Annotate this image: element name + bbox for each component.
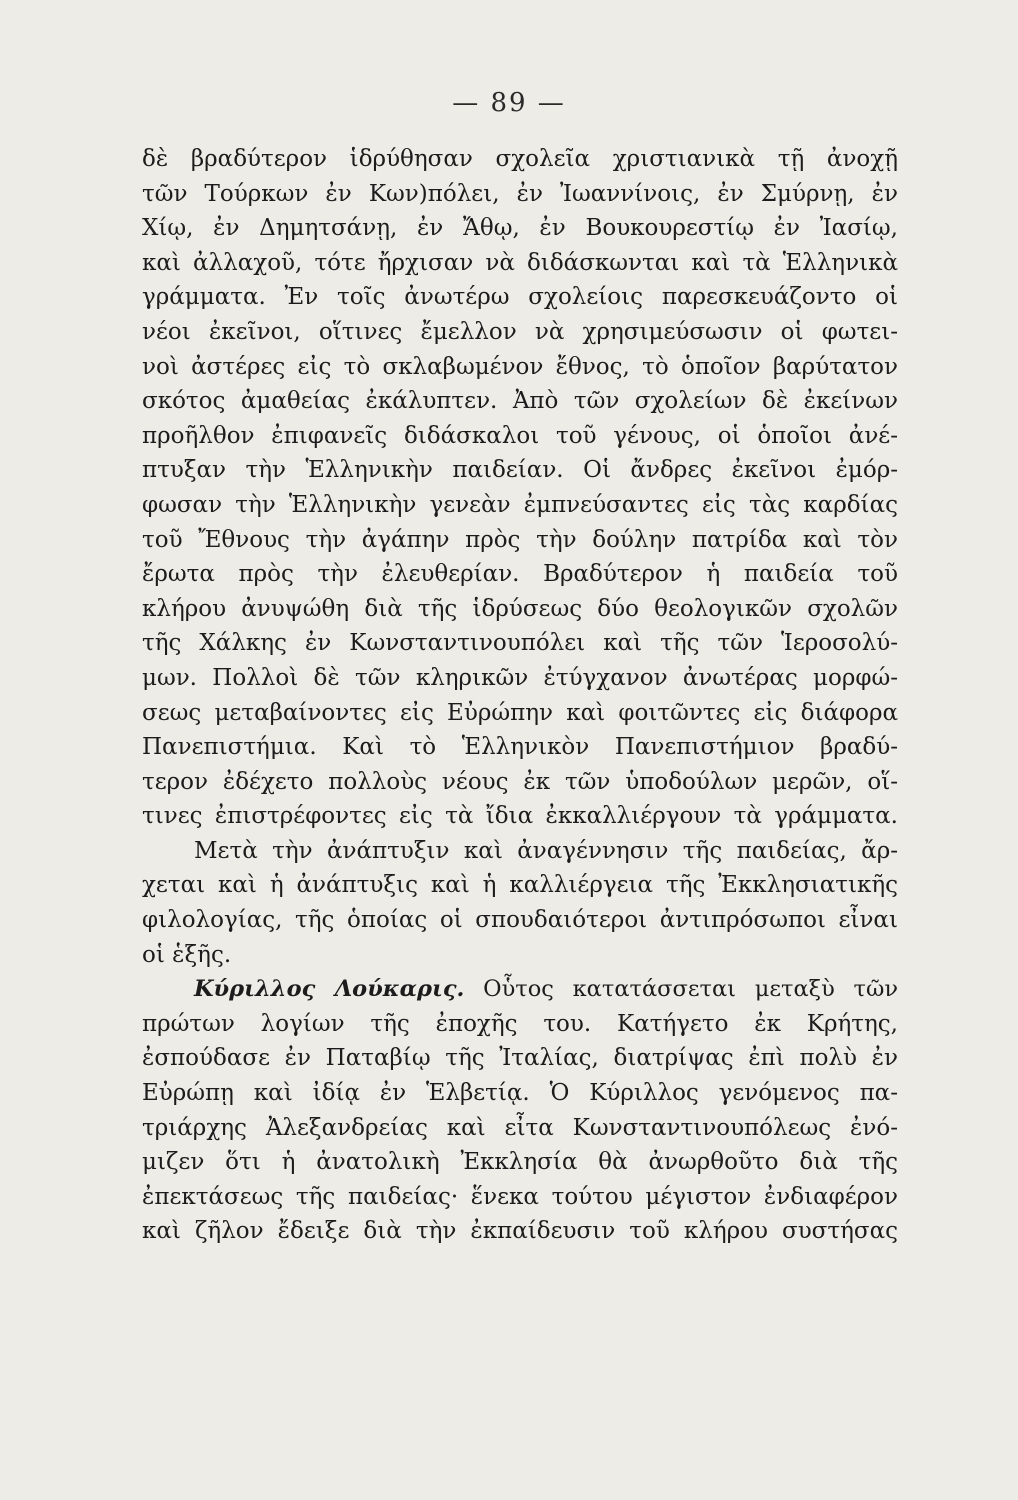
text-line: φωσαν τὴν Ἑλληνικὴν γενεὰν ἐμπνεύσαντες εἰς τὰς καρδίας	[142, 491, 898, 518]
text-line: χεται καὶ ἡ ἀνάπτυξις καὶ ἡ καλλιέργεια τῆς Ἐκκλησιατικῆς	[142, 872, 898, 899]
body-text	[142, 142, 898, 1249]
text-line: γράμματα. Ἐν τοῖς ἀνωτέρω σχολείοις παρεσκευάζοντο οἱ	[142, 284, 898, 311]
text-line: τῆς Χάλκης ἐν Κωνσταντινουπόλει καὶ τῆς τῶν Ἱεροσολύ-	[142, 630, 898, 657]
text-line: τερον ἐδέχετο πολλοὺς νέους ἐκ τῶν ὑποδούλων μερῶν, οἵ-	[142, 768, 898, 795]
text-line: σκότος ἀμαθείας ἐκάλυπτεν. Ἀπὸ τῶν σχολείων δὲ ἐκείνων	[142, 388, 898, 415]
text-line: τοῦ Ἔθνους τὴν ἀγάπην πρὸς τὴν δούλην πατρίδα καὶ τὸν	[142, 526, 898, 553]
text-line: νοὶ ἀστέρες εἰς τὸ σκλαβωμένον ἔθνος, τὸ ὁποῖον βαρύτατον	[142, 353, 898, 380]
text-line: δὲ βραδύτερον ἱδρύθησαν σχολεῖα χριστιανικὰ τῇ ἀνοχῇ	[142, 146, 898, 172]
text-line: κλήρου ἀνυψώθη διὰ τῆς ἱδρύσεως δύο θεολογικῶν σχολῶν	[142, 595, 898, 622]
text-line: νέοι ἐκεῖνοι, οἵτινες ἔμελλον νὰ χρησιμεύσωσιν οἱ φωτει-	[142, 318, 898, 345]
text-line: τριάρχης Ἀλεξανδρείας καὶ εἶτα Κωνσταντινουπόλεως ἐνό-	[142, 1114, 898, 1141]
page-number: — 89 —	[452, 88, 566, 118]
text-line: ἐσπούδασε ἐν Παταβίῳ τῆς Ἰταλίας, διατρίψας ἐπὶ πολὺ ἐν	[142, 1045, 898, 1072]
text-line: μων. Πολλοὶ δὲ τῶν κληρικῶν ἐτύγχανον ἀνωτέρας μορφώ-	[142, 664, 898, 691]
section-heading: Κύριλλος Λούκαρις.	[194, 976, 465, 1003]
text-line: καὶ ἀλλαχοῦ, τότε ἤρχισαν νὰ διδάσκωνται καὶ τὰ Ἑλληνικὰ	[142, 249, 898, 276]
text-line: Χίῳ, ἐν Δημητσάνῃ, ἐν Ἄθῳ, ἐν Βουκουρεστίῳ ἐν Ἰασίῳ,	[142, 215, 898, 242]
text-line: σεως μεταβαίνοντες εἰς Εὐρώπην καὶ φοιτῶντες εἰς διάφορα	[142, 699, 898, 726]
text-line: καὶ ζῆλον ἔδειξε διὰ τὴν ἐκπαίδευσιν τοῦ κλήρου συστήσας	[142, 1218, 898, 1245]
text-line: Εὐρώπῃ καὶ ἰδίᾳ ἐν Ἑλβετίᾳ. Ὁ Κύριλλος γενόμενος πα-	[142, 1080, 898, 1107]
text-line: ἐπεκτάσεως τῆς παιδείας· ἕνεκα τούτου μέγιστον ἐνδιαφέρον	[142, 1183, 898, 1210]
text-line: φιλολογίας, τῆς ὁποίας οἱ σπουδαιότεροι ἀντιπρόσωποι εἶναι	[142, 907, 898, 934]
text-line: τινες ἐπιστρέφοντες εἰς τὰ ἴδια ἐκκαλλιέργουν τὰ γράμματα.	[142, 803, 898, 830]
text-line: Πανεπιστήμια. Καὶ τὸ Ἑλληνικὸν Πανεπιστήμιον βραδύ-	[142, 734, 898, 761]
text-line: Μετὰ τὴν ἀνάπτυξιν καὶ ἀναγέννησιν τῆς παιδείας, ἄρ-	[194, 837, 898, 864]
text-line: μιζεν ὅτι ἡ ἀνατολικὴ Ἐκκλησία θὰ ἀνωρθοῦτο διὰ τῆς	[142, 1149, 898, 1176]
text-line	[142, 972, 898, 1007]
text-line: ἔρωτα πρὸς τὴν ἐλευθερίαν. Βραδύτερον ἡ παιδεία τοῦ	[142, 561, 898, 588]
text-line: πτυξαν τὴν Ἑλληνικὴν παιδείαν. Οἱ ἄνδρες ἐκεῖνοι ἐμόρ-	[142, 457, 898, 484]
text-span: Οὗτος κατατάσσεται μεταξὺ τῶν	[483, 976, 898, 1003]
text-line: πρώτων λογίων τῆς ἐποχῆς του. Κατήγετο ἐκ Κρήτης,	[142, 1010, 898, 1037]
text-line: προῆλθον ἐπιφανεῖς διδάσκαλοι τοῦ γένους, οἱ ὁποῖοι ἀνέ-	[142, 422, 898, 449]
text-line: οἱ ἑξῆς.	[142, 941, 232, 968]
text-line: τῶν Τούρκων ἐν Κων)πόλει, ἐν Ἰωαννίνοις, ἐν Σμύρνῃ, ἐν	[142, 180, 898, 207]
